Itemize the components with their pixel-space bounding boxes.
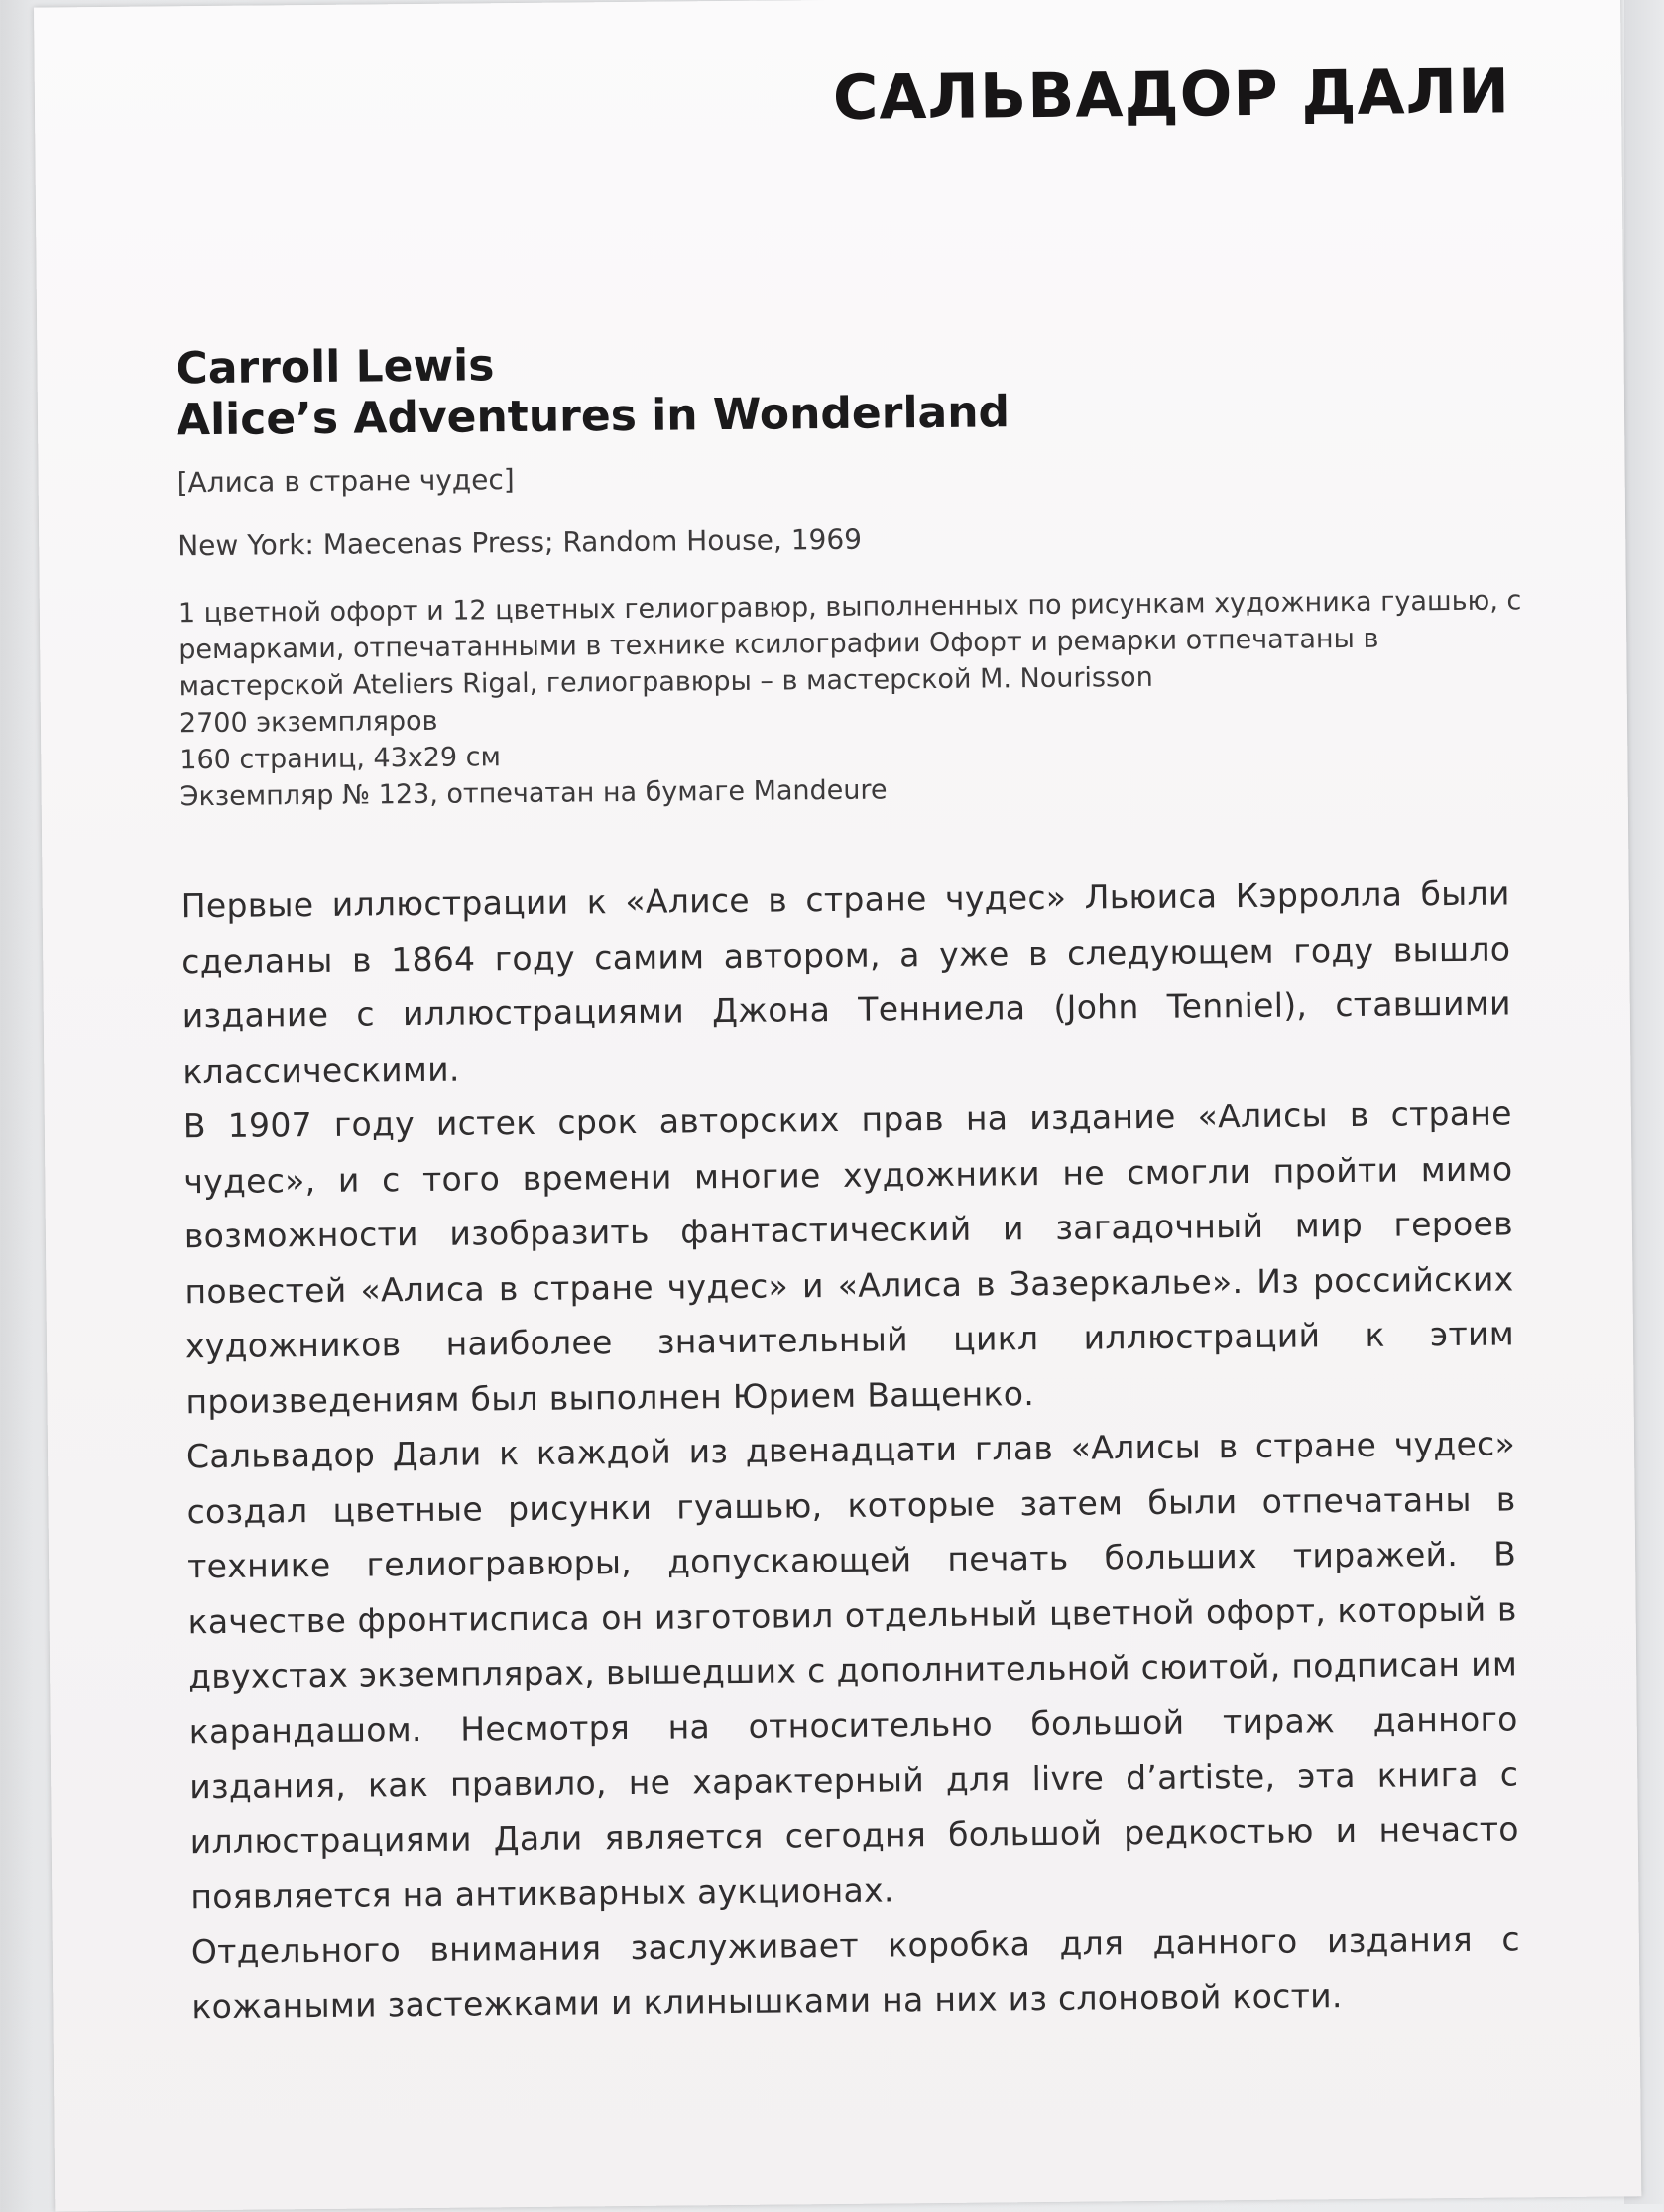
edition-print-run: 2700 экземпляров — [178, 705, 438, 740]
edition-size: 160 страниц, 43х29 см — [179, 742, 502, 776]
edition-details — [178, 582, 1549, 815]
description-paragraph: Отдельного внимания заслуживает коробка для данного издания с кожаными застежками и клинышками на них из слоновой кости. — [190, 1919, 1520, 2027]
book-russian-title: [Алиса в стране чудес] — [177, 463, 515, 500]
label-content — [176, 330, 1560, 2035]
description — [180, 866, 1520, 2034]
exhibit-label-panel — [34, 0, 1641, 2212]
book-author: Carroll Lewis — [176, 340, 495, 395]
book-title: Alice’s Adventures in Wonderland — [176, 387, 1010, 446]
description-paragraph: Первые иллюстрации к «Алисе в стране чудес» Льюиса Кэрролла были сделаны в 1864 году самим автором, а уже в следующем году вышло издание с иллюстрациями Джона Тенниела (John Tenniel), ставшими классическими. — [180, 873, 1511, 1091]
description-paragraph: Сальвадор Дали к каждой из двенадцати глав «Алисы в стране чудес» создал цветные рисунки гуашью, которые затем были отпечатаны в технике гелиогравюры, допускающей печать больших тиражей. В качестве фронтисписа он изготовил отдельный цветной офорт, который в двухстах экземплярах, вышедших с дополнительной сюитой, подписан им карандашом. Несмотря на относительно большой тираж данного издания, как правило, не характерный для livre d’artiste, эта книга с иллюстрациями Дали является сегодня большой редкостью и нечасто появляется на антикварных аукционах. — [185, 1424, 1519, 1917]
edition-technique: 1 цветной офорт и 12 цветных гелиогравюр, выполненных по рисункам художника гуашью, с ремарками, отпечатанными в технике ксилографии Офорт и ремарки отпечатаны в мастерской Ateliers Rigal, гелиогравюры – в мастерской M. Nourisson — [178, 585, 1522, 703]
artist-heading: САЛЬВАДОР ДАЛИ — [832, 55, 1511, 134]
description-paragraph: В 1907 году истек срок авторских прав на издание «Алисы в стране чудес», и с того времени многие художники не смогли пройти мимо возможности изобразить фантастический и загадочный мир героев повестей «Алиса в стране чудес» и «Алиса в Зазеркалье». Из российских художников наиболее значительный цикл иллюстраций к этим произведениям был выполнен Юрием Ващенко. — [182, 1094, 1515, 1421]
edition-copy-number: Экземпляр № 123, отпечатан на бумаге Mandeure — [179, 774, 888, 813]
book-publication: New York: Maecenas Press; Random House, 1969 — [178, 523, 863, 563]
